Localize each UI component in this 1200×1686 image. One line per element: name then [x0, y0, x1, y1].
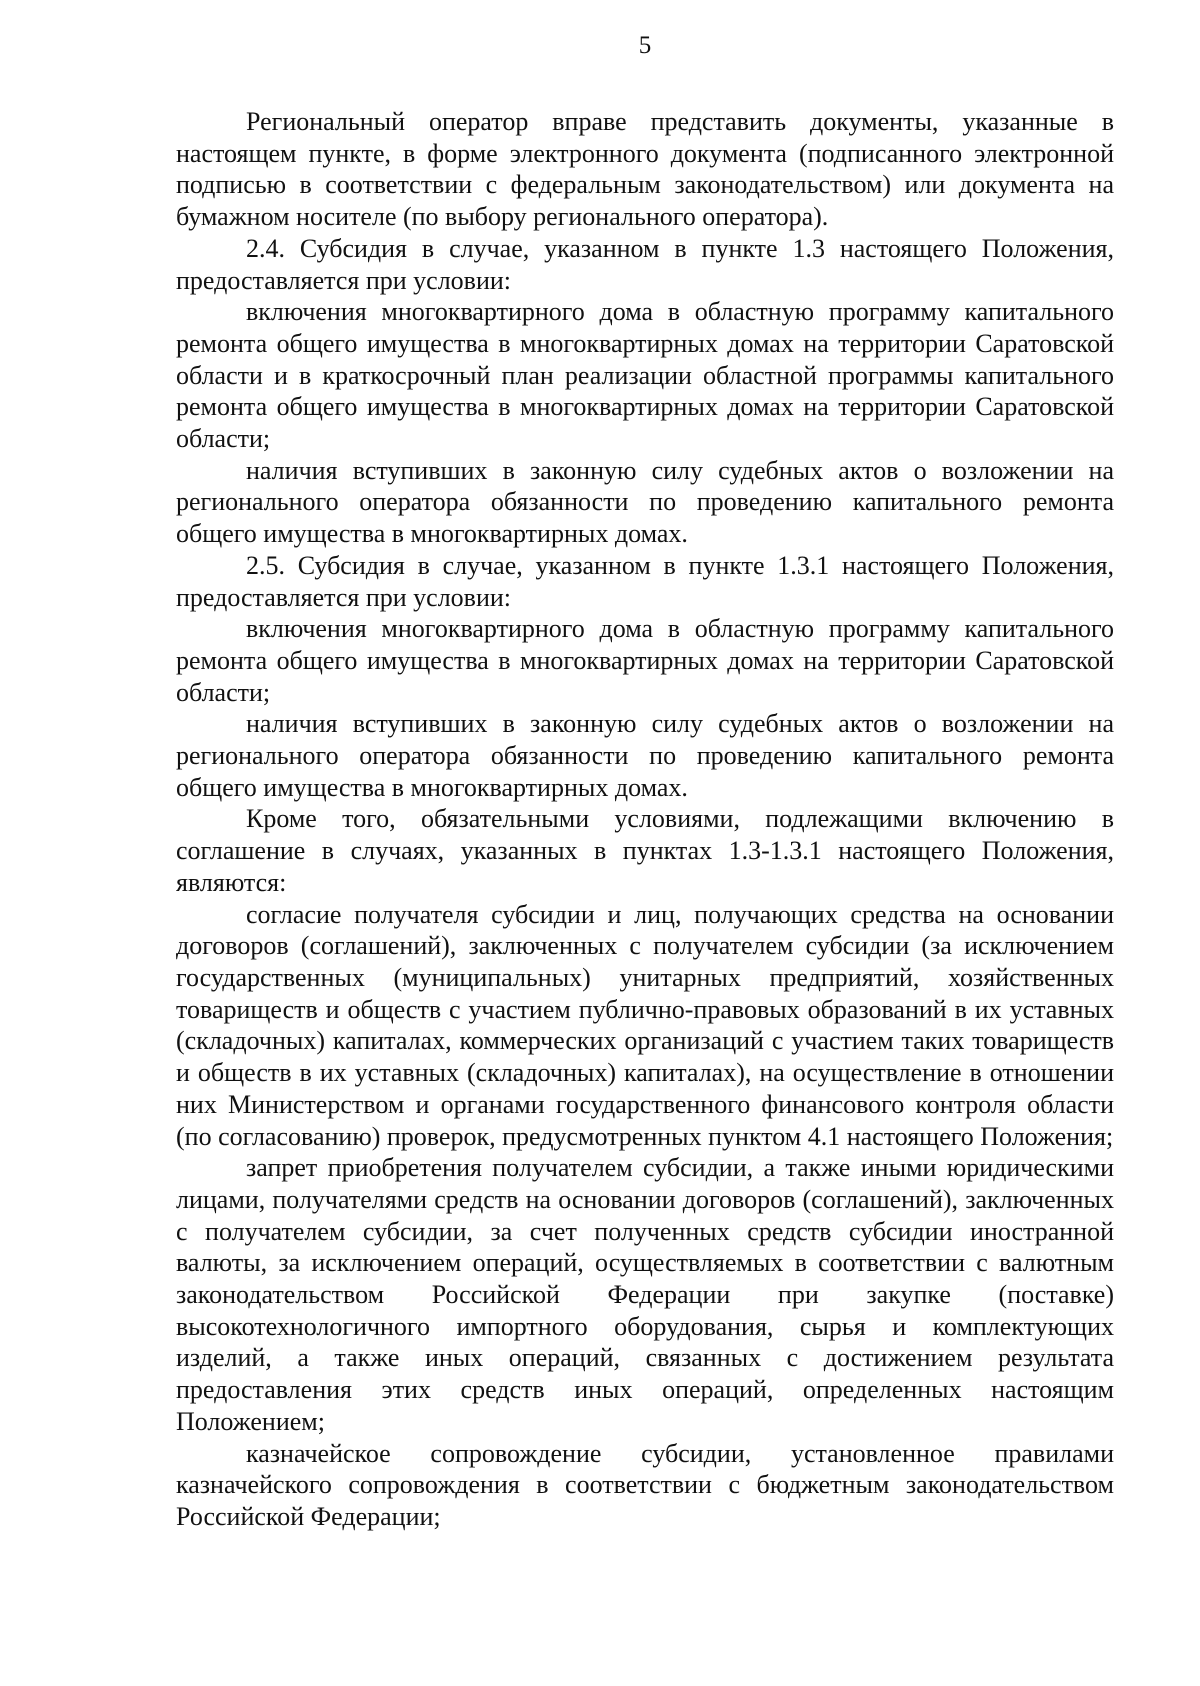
paragraph-2-5-heading: 2.5. Субсидия в случае, указанном в пункте 1.3.1 настоящего Положения, предоставляется при условии: — [176, 550, 1114, 612]
paragraph-consent: согласие получателя субсидии и лиц, получающих средства на основании договоров (соглашений), заключенных с получателем субсидии (за исключением государственных (муниципальных) унитарных предприятий, хозяйственных товариществ и обществ с участием публично-правовых образований в их уставных (складочных) капиталах, коммерческих организаций с участием таких товариществ и обществ в их уставных (складочных) капиталах), на осуществление в отношении них Министерством и органами государственного финансового контроля области (по согласованию) проверок, предусмотренных пунктом 4.1 настоящего Положения; — [176, 899, 1114, 1151]
page-number: 5 — [638, 32, 652, 59]
paragraph-treasury-support: казначейское сопровождение субсидии, установленное правилами казначейского сопровождения в соответствии с бюджетным законодательством Российской Федерации; — [176, 1438, 1114, 1531]
paragraph-2-5-inclusion: включения многоквартирного дома в областную программу капитального ремонта общего имущества в многоквартирных домах на территории Саратовской области; — [176, 614, 1114, 707]
paragraph-2-4-court-acts: наличия вступивших в законную силу судебных актов о возложении на регионального оператора обязанности по проведению капитального ремонта общего имущества в многоквартирных домах. — [176, 455, 1114, 549]
paragraph-2-5-court-acts: наличия вступивших в законную силу судебных актов о возложении на регионального оператора обязанности по проведению капитального ремонта общего имущества в многоквартирных домах. — [176, 709, 1114, 802]
paragraph-2-4-heading: 2.4. Субсидия в случае, указанном в пункте 1.3 настоящего Положения, предоставляется при условии: — [176, 233, 1114, 295]
paragraph-currency-ban: запрет приобретения получателем субсидии, а также иными юридическими лицами, получателями средств на основании договоров (соглашений), заключенных с получателем субсидии, за счет полученных средств субсидии иностранной валюты, за исключением операций, осуществляемых в соответствии с валютным законодательством Российской Федерации при закупке (поставке) высокотехнологичного импортного оборудования, сырья и комплектующих изделий, а также иных операций, связанных с достижением результата предоставления этих средств иных операций, определенных настоящим Положением; — [176, 1153, 1114, 1436]
paragraph-operator-documents: Региональный оператор вправе представить документы, указанные в настоящем пункте, в форме электронного документа (подписанного электронной подписью в соответствии с федеральным законодательством) или документа на бумажном носителе (по выбору регионального оператора). — [176, 107, 1114, 232]
document-body — [176, 106, 1114, 1533]
paragraph-2-4-inclusion: включения многоквартирного дома в областную программу капитального ремонта общего имущества в многоквартирных домах на территории Саратовской области и в краткосрочный план реализации областной программы капитального ремонта общего имущества в многоквартирных домах на территории Саратовской области; — [176, 297, 1114, 454]
paragraph-mandatory-conditions: Кроме того, обязательными условиями, подлежащими включению в соглашение в случаях, указанных в пунктах 1.3-1.3.1 настоящего Положения, являются: — [176, 804, 1114, 897]
